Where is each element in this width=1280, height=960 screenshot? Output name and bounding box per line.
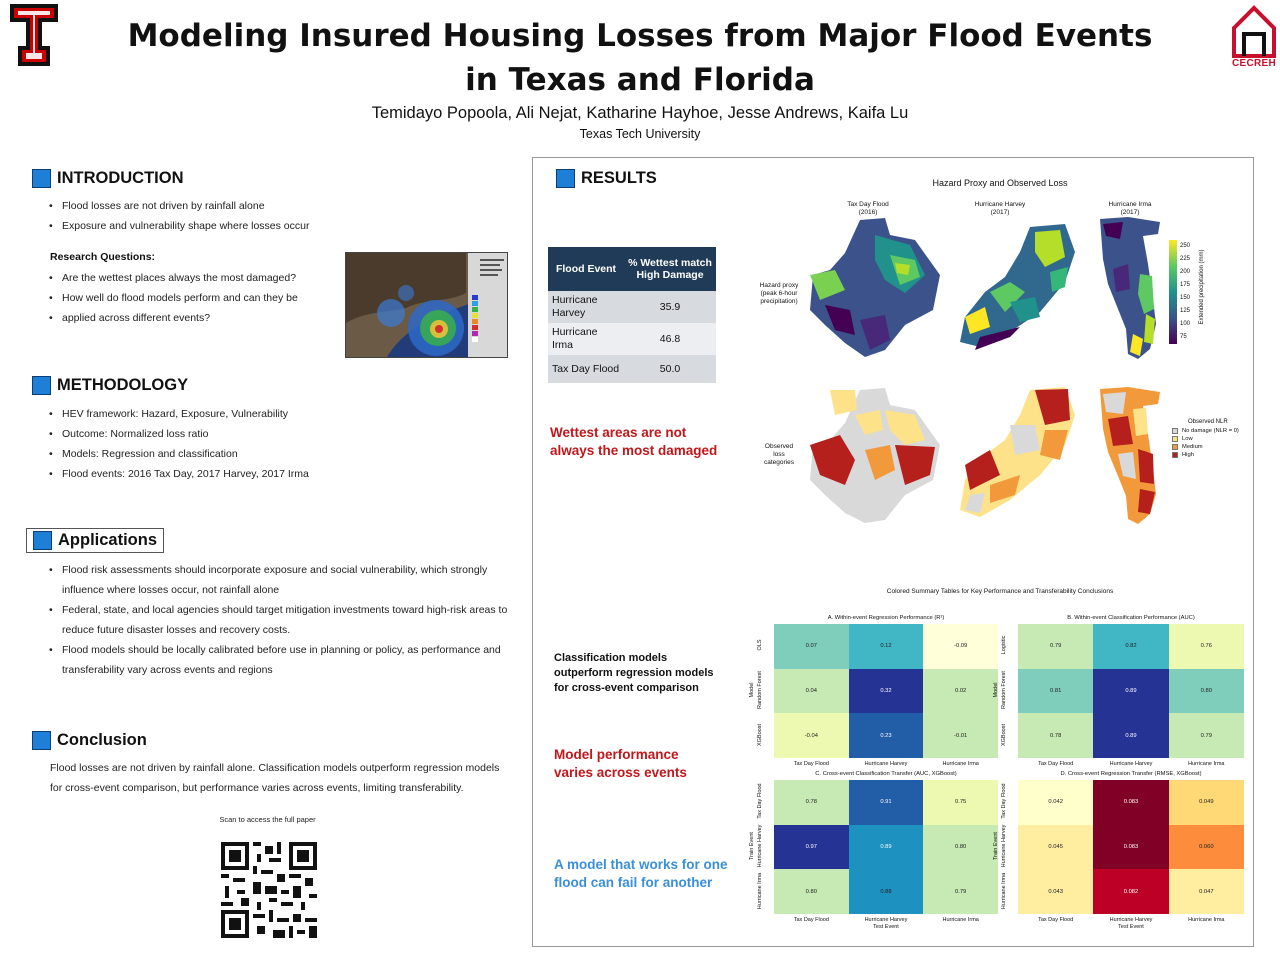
heatmap-col-label: Hurricane Harvey [1109, 761, 1153, 767]
introduction-heading: INTRODUCTION [32, 169, 184, 188]
heatmap-cell: 0.80 [1169, 669, 1244, 714]
heatmap-col-label: Tax Day Flood [793, 761, 829, 767]
colorbar-label: Extended precipitation (mm) [1199, 249, 1205, 325]
heatmap-cell: -0.01 [923, 713, 998, 758]
heatmap-row-label: Tax Day Flood [757, 783, 763, 819]
colorbar [1168, 240, 1178, 344]
table-row [548, 323, 716, 355]
heatmap-row-label: XGBoost [757, 723, 763, 746]
row-label-hazard: Hazard proxy (peak 6-hour precipitation) [759, 282, 799, 305]
map-irma-hazard [1098, 214, 1166, 362]
legend-label: High [1182, 452, 1194, 458]
table-cell: Hurricane Harvey [548, 291, 624, 323]
heatmap-cell: 0.23 [849, 713, 924, 758]
radar-image [345, 252, 508, 358]
title-line-1: Modeling Insured Housing Losses from Major Flood Events [127, 18, 1153, 54]
legend-swatch [1172, 428, 1178, 434]
colorbar-tick: 200 [1180, 269, 1191, 275]
heatmap-row-label: XGBoost [1001, 723, 1007, 746]
heatmap-y-label: Model [749, 682, 755, 698]
heatmap-col-label: Hurricane Irma [1188, 917, 1225, 923]
list-item: • Federal, state, and local agencies should target mitigation investments toward high-risk areas to reduce future disaster losses and recovery costs. [48, 600, 528, 640]
qr-code-icon[interactable] [221, 842, 317, 938]
heatmap-y-label: Train Event [993, 832, 999, 860]
applications-bullets [48, 560, 528, 680]
heatmap-col-label: Hurricane Irma [942, 761, 979, 767]
heatmap-col-label: Tax Day Flood [793, 917, 829, 923]
rq-bullets [48, 268, 338, 328]
heatmap-col-label: Tax Day Flood [1038, 917, 1074, 923]
heatmap-row-label: Tax Day Flood [1001, 783, 1007, 819]
heatmap-cell: 0.91 [849, 780, 924, 825]
heatmap-cell: 0.060 [1169, 825, 1244, 870]
results-heading: RESULTS [556, 169, 657, 188]
heatmap-cell: 0.083 [1093, 825, 1168, 870]
heatmap-x-label: Test Event [873, 924, 899, 930]
heatmap-cell: 0.04 [774, 669, 849, 714]
colorbar-tick: 175 [1180, 282, 1191, 288]
title-line-2: in Texas and Florida [465, 62, 815, 98]
conclusion-text: Flood losses are not driven by rainfall alone. Classification models outperform regression models for cross-event comparison, but performance varies across events, limiting transferability. [50, 762, 500, 794]
applications-heading: Applications [26, 528, 164, 553]
legend-swatch [1172, 452, 1178, 458]
maps-title: Hazard Proxy and Observed Loss [932, 178, 1068, 188]
conclusion-heading: Conclusion [32, 731, 147, 750]
heatmap-row-label: OLS [757, 639, 763, 651]
list-item: • Flood models should be locally calibrated before use in planning or policy, as performance and transferability vary across events and regions [48, 640, 528, 680]
list-item: • applied across different events? [48, 308, 338, 328]
wettest-match-table [548, 247, 716, 383]
list-item: • Flood events: 2016 Tax Day, 2017 Harvey, 2017 Irma [48, 464, 498, 484]
qr-caption: Scan to access the full paper [219, 815, 316, 824]
heatmap-col-label: Hurricane Irma [1188, 761, 1225, 767]
heatmap-cell: 0.049 [1169, 780, 1244, 825]
nlr-legend-item [1172, 443, 1239, 451]
poster-title [80, 14, 1200, 102]
section-square-icon [32, 731, 51, 750]
heatmap-cell: 0.045 [1018, 825, 1093, 870]
legend-swatch [1172, 436, 1178, 442]
colorbar-tick: 150 [1180, 295, 1191, 301]
table-cell: Hurricane Irma [548, 323, 624, 355]
heatmap-cell: 0.12 [849, 624, 924, 669]
heatmap-y-label: Train Event [749, 832, 755, 860]
methodology-bullets [48, 404, 498, 484]
methodology-heading: METHODOLOGY [32, 376, 188, 395]
list-item: • Outcome: Normalized loss ratio [48, 424, 498, 444]
heatmap-cell: 0.89 [1093, 669, 1168, 714]
heatmap-cell: 0.82 [1093, 624, 1168, 669]
affiliation: Texas Tech University [579, 127, 701, 141]
callout-wettest: Wettest areas are not always the most damaged [550, 425, 718, 458]
heatmap-cell: 0.88 [849, 869, 924, 914]
cecreh-label: CECREH [1231, 58, 1277, 69]
heatmap-row-label: Random Forest [1001, 671, 1007, 709]
legend-label: No damage (NLR = 0) [1182, 428, 1239, 434]
callout-classification: Classification models outperform regression models for cross-event comparison [554, 652, 714, 694]
legend-label: Medium [1182, 444, 1203, 450]
list-item: • Flood risk assessments should incorporate exposure and social vulnerability, which strongly influence where losses occur, not rainfall alone [48, 560, 528, 600]
list-item: • How well do flood models perform and can they be [48, 288, 338, 308]
heatmap-cell: 0.32 [849, 669, 924, 714]
callout-performance: Model performance varies across events [554, 747, 687, 780]
table-cell: 46.8 [624, 323, 716, 355]
heatmap-y-label: Model [993, 682, 999, 698]
nlr-legend-title: Observed NLR [1188, 419, 1228, 425]
heatmap-col-label: Hurricane Harvey [1109, 917, 1153, 923]
heatmap-cell: 0.082 [1093, 869, 1168, 914]
cecreh-logo [1230, 4, 1278, 68]
list-item: • Models: Regression and classification [48, 444, 498, 464]
heatmap-col-label: Hurricane Harvey [864, 917, 908, 923]
legend-swatch [1172, 444, 1178, 450]
nlr-legend-item [1172, 427, 1239, 435]
table-header-cell: % Wettest match High Damage [624, 247, 716, 291]
heatmap-cell: 0.79 [1018, 624, 1093, 669]
heatmap-row-label: Hurricane Irma [757, 872, 763, 909]
heatmap-row-label: Random Forest [757, 671, 763, 709]
nlr-legend [1172, 427, 1239, 459]
heatmap-cell: 0.083 [1093, 780, 1168, 825]
heatmap-cell: 0.89 [1093, 713, 1168, 758]
heatmap-cell: -0.04 [774, 713, 849, 758]
table-cell: Tax Day Flood [548, 355, 624, 383]
hurricane-radar-graphic [346, 253, 508, 358]
map-col-title: Tax Day Flood (2016) [847, 201, 889, 216]
heatmap-row-label: Hurricane Harvey [757, 824, 763, 868]
heatmap-cell: 0.76 [1169, 624, 1244, 669]
heatmap-title: A. Within-event Regression Performance (R²) [827, 615, 945, 621]
heatmap-cell: 0.78 [774, 780, 849, 825]
list-item: • Are the wettest places always the most damaged? [48, 268, 338, 288]
heatmap-row-label: Hurricane Irma [1001, 872, 1007, 909]
list-item: • Exposure and vulnerability shape where losses occur [48, 216, 338, 236]
heatmap-cell: 0.89 [849, 825, 924, 870]
heatmap-col-label: Hurricane Irma [942, 917, 979, 923]
house-icon [1230, 4, 1278, 58]
legend-label: Low [1182, 436, 1193, 442]
heatmap-row-label: Logistic [1001, 636, 1007, 655]
map-harvey-hazard [950, 222, 1085, 352]
colorbar-tick: 225 [1180, 256, 1191, 262]
section-square-icon [32, 376, 51, 395]
heatmap-cell: 0.97 [774, 825, 849, 870]
colorbar-tick: 125 [1180, 308, 1191, 314]
heatmap-title: B. Within-event Classification Performance (AUC) [1067, 615, 1195, 621]
table-row [548, 291, 716, 323]
research-questions-heading: Research Questions: [50, 251, 156, 263]
map-taxday-hazard [805, 215, 945, 360]
row-label-loss: Observed loss categories [764, 443, 794, 466]
heatmap-cell: -0.09 [923, 624, 998, 669]
texas-tech-logo [8, 2, 60, 68]
intro-bullets [48, 196, 338, 236]
summary-title: Colored Summary Tables for Key Performance and Transferability Conclusions [886, 588, 1114, 595]
heatmap-cell: 0.80 [774, 869, 849, 914]
heatmap-col-label: Hurricane Harvey [864, 761, 908, 767]
heatmap-cell: 0.78 [1018, 713, 1093, 758]
table-cell: 50.0 [624, 355, 716, 383]
nlr-legend-item [1172, 451, 1239, 459]
map-col-title: Hurricane Irma (2017) [1108, 201, 1152, 216]
table-cell: 35.9 [624, 291, 716, 323]
heatmap-cell: 0.042 [1018, 780, 1093, 825]
colorbar-tick: 250 [1180, 243, 1191, 249]
map-harvey-loss [950, 385, 1085, 525]
list-item: • Flood losses are not driven by rainfall alone [48, 196, 338, 216]
heatmap-cell: 0.81 [1018, 669, 1093, 714]
table-header-row [548, 247, 716, 291]
section-square-icon [556, 169, 575, 188]
list-item: • HEV framework: Hazard, Exposure, Vulnerability [48, 404, 498, 424]
section-square-icon [32, 169, 51, 188]
map-col-title: Hurricane Harvey (2017) [974, 201, 1026, 216]
authors: Temidayo Popoola, Ali Nejat, Katharine Hayhoe, Jesse Andrews, Kaifa Lu [371, 104, 909, 122]
heatmap-cell: 0.043 [1018, 869, 1093, 914]
heatmap-title: D. Cross-event Regression Transfer (RMSE, XGBoost) [1060, 771, 1202, 777]
nlr-legend-item [1172, 435, 1239, 443]
heatmap-title: C. Cross-event Classification Transfer (AUC, XGBoost) [815, 771, 957, 777]
table-row [548, 355, 716, 383]
heatmap-cell: 0.79 [1169, 713, 1244, 758]
colorbar-tick: 75 [1180, 334, 1187, 340]
colorbar-tick: 100 [1180, 321, 1191, 327]
section-square-icon [33, 531, 52, 550]
heatmap-cell: 0.75 [923, 780, 998, 825]
table-header-cell: Flood Event [548, 247, 624, 291]
heatmap-cell: 0.07 [774, 624, 849, 669]
heatmap-cell: 0.02 [923, 669, 998, 714]
heatmap-row-label: Hurricane Harvey [1001, 824, 1007, 868]
heatmap-cell: 0.79 [923, 869, 998, 914]
heatmap-cell: 0.047 [1169, 869, 1244, 914]
callout-transfer: A model that works for one flood can fail for another [554, 857, 728, 890]
map-taxday-loss [805, 385, 945, 525]
heatmap-col-label: Tax Day Flood [1038, 761, 1074, 767]
map-irma-loss [1098, 384, 1166, 526]
heatmap-x-label: Test Event [1118, 924, 1144, 930]
heatmap-cell: 0.80 [923, 825, 998, 870]
